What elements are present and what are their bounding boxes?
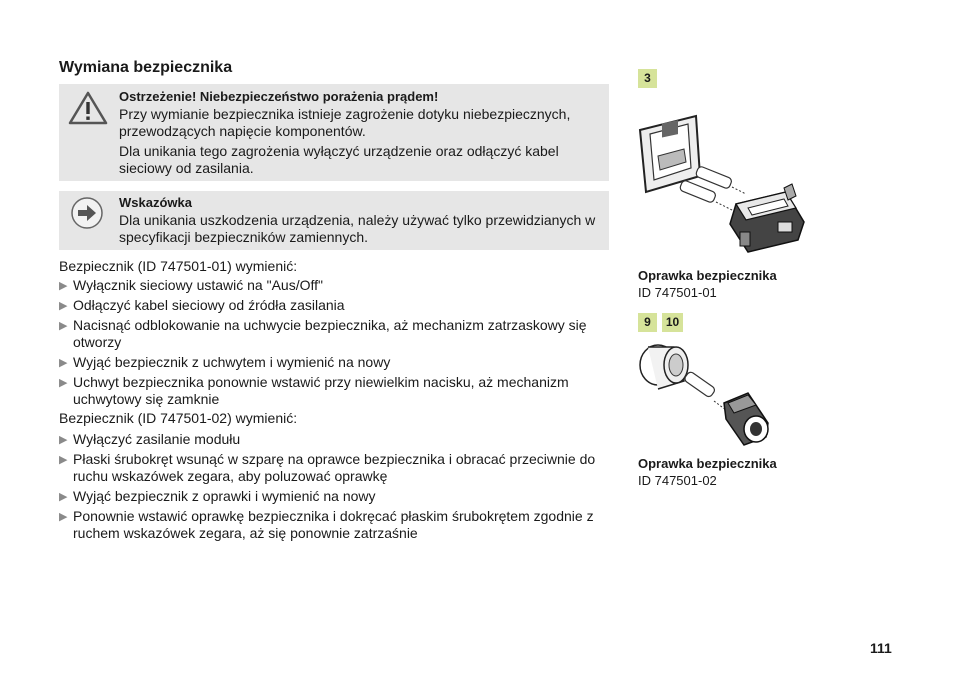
note-box <box>59 191 609 250</box>
warning-heading: Ostrzeżenie! Niebezpieczeństwo porażenia prądem! <box>119 89 439 104</box>
bullet-triangle-icon: ▶ <box>59 357 68 369</box>
section-title: Wymiana bezpiecznika <box>59 59 233 76</box>
figure-badge: 10 <box>662 313 683 332</box>
bullet-triangle-icon: ▶ <box>59 491 68 503</box>
caption-title: Oprawka bezpiecznika <box>638 268 777 283</box>
caption-id: ID 747501-02 <box>638 473 717 488</box>
warning-text-1: Przy wymianie bezpiecznika istnieje zagrożenie dotyku niebezpiecznych, przewodzących napięcie komponentów. <box>119 106 571 139</box>
page-number: 111 <box>870 640 892 656</box>
list-item: ▶ Wyjąć bezpiecznik z uchwytem i wymienić na nowy <box>59 354 391 370</box>
arrow-right-circle-icon <box>70 196 104 235</box>
fuse-cap-illustration <box>636 343 776 449</box>
bullet-triangle-icon: ▶ <box>59 320 68 332</box>
caption-title: Oprawka bezpiecznika <box>638 456 777 471</box>
warning-box <box>59 84 609 181</box>
list-item: ▶ Płaski śrubokręt wsunąć w szparę na oprawce bezpiecznika i obracać przeciwnie do ruchu wskazówek zegara, aby poluzować oprawkę <box>59 451 596 484</box>
bullet-triangle-icon: ▶ <box>59 280 68 292</box>
fuse-holder-illustration <box>636 112 806 262</box>
bullet-triangle-icon: ▶ <box>59 434 68 446</box>
list-item: ▶ Nacisnąć odblokowanie na uchwycie bezpiecznika, aż mechanizm zatrzaskowy się otworzy <box>59 317 587 350</box>
list-item: ▶ Wyłącznik sieciowy ustawić na "Aus/Off" <box>59 277 323 293</box>
list-item: ▶ Uchwyt bezpiecznika ponownie wstawić przy niewielkim nacisku, aż mechanizm uchwytowy się zamknie <box>59 374 569 407</box>
bullet-triangle-icon: ▶ <box>59 454 68 466</box>
figure-badge: 9 <box>638 313 657 332</box>
warning-triangle-icon <box>67 90 109 131</box>
bullet-triangle-icon: ▶ <box>59 300 68 312</box>
list-item: ▶ Odłączyć kabel sieciowy od źródła zasilania <box>59 297 345 313</box>
figure-caption <box>638 267 777 301</box>
note-text: Dla unikania uszkodzenia urządzenia, należy używać tylko przewidzianych w specyfikacji bezpieczników zamiennych. <box>119 212 596 245</box>
intro-fuse-2: Bezpiecznik (ID 747501-02) wymienić: <box>59 410 298 426</box>
list-item: ▶ Wyłączyć zasilanie modułu <box>59 431 241 447</box>
figure-caption <box>638 455 777 489</box>
note-heading: Wskazówka <box>119 195 192 210</box>
figure-badge: 3 <box>638 69 657 88</box>
caption-id: ID 747501-01 <box>638 285 717 300</box>
warning-text-2: Dla unikania tego zagrożenia wyłączyć urządzenie oraz odłączyć kabel sieciowy od zasilania. <box>119 143 559 176</box>
list-item: ▶ Wyjąć bezpiecznik z oprawki i wymienić na nowy <box>59 488 376 504</box>
intro-fuse-1: Bezpiecznik (ID 747501-01) wymienić: <box>59 258 298 274</box>
bullet-triangle-icon: ▶ <box>59 511 68 523</box>
bullet-triangle-icon: ▶ <box>59 377 68 389</box>
list-item: ▶ Ponownie wstawić oprawkę bezpiecznika i dokręcać płaskim śrubokrętem zgodnie z ruchem wskazówek zegara, aż się ponownie zatrzaśnie <box>59 508 594 541</box>
